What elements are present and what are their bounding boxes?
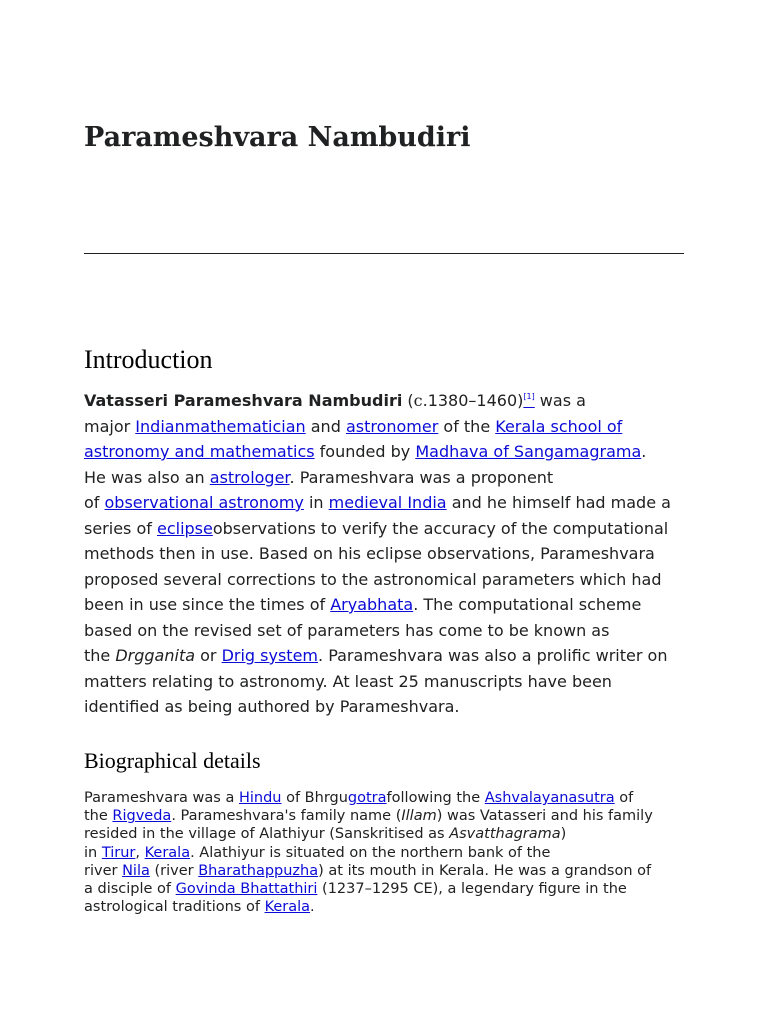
text-run: resided in the village of Alathiyur (Sanskritised as (84, 826, 450, 843)
paragraph-line (84, 807, 684, 825)
text-run: the (84, 646, 116, 665)
italic-term: Asvatthagrama (449, 826, 561, 843)
text-run: observations to verify the accuracy of the computational (212, 518, 669, 538)
paragraph-line (84, 490, 684, 516)
text-run: was a (534, 391, 586, 410)
text-run: ) was Vatasseri and his family (436, 808, 653, 825)
link-indianmathematician[interactable]: Indianmathematician (135, 416, 306, 436)
link-medieval-india[interactable]: medieval India (328, 493, 447, 512)
text-run: . Parameshvara's family name ( (171, 808, 402, 825)
text-run: river (84, 862, 123, 879)
text-run: of Bhrgu (281, 790, 348, 806)
link-bharathappuzha[interactable]: Bharathappuzha (198, 862, 319, 879)
link-kerala[interactable]: Kerala (264, 899, 311, 916)
text-run: founded by (314, 442, 416, 461)
link-tirur[interactable]: Tirur (101, 844, 136, 861)
paragraph-line (84, 880, 684, 898)
text-run: . (310, 899, 315, 916)
link-ashvalayanasutra[interactable]: Ashvalayanasutra (484, 790, 615, 806)
citation-link[interactable] (523, 391, 534, 410)
text-run: of (84, 493, 105, 512)
text-run: methods then in use. Based on his eclipse observations, Parameshvara (84, 544, 655, 563)
link-eclipse[interactable]: eclipse (156, 518, 213, 538)
paragraph-line (84, 694, 684, 720)
circa-abbrev: c. (413, 391, 428, 410)
paragraph-line (84, 862, 684, 880)
paragraph-line (84, 618, 684, 644)
text-run: 1380–1460) (427, 391, 524, 410)
paragraph-line (84, 465, 684, 491)
link-kerala-school-of[interactable]: Kerala school of (495, 416, 623, 436)
paragraph-line (84, 669, 684, 695)
link-nila[interactable]: Nila (122, 862, 150, 879)
text-run: (river (149, 862, 199, 879)
link-gotra[interactable]: gotra (347, 790, 387, 806)
paragraph-line (84, 516, 684, 542)
paragraph-line (84, 388, 684, 414)
text-run: a disciple of (84, 881, 176, 898)
link-astronomer[interactable]: astronomer (345, 416, 439, 436)
text-run: the (84, 808, 113, 825)
text-run: matters relating to astronomy. At least 25 manuscripts have been (84, 671, 612, 691)
italic-term: Drgganita (115, 646, 196, 665)
paragraph-line (84, 541, 684, 567)
text-run: . Alathiyur is situated on the northern bank of the (190, 844, 551, 861)
text-run: ( (402, 391, 414, 410)
link-astronomy-and-mathematics[interactable]: astronomy and mathematics (84, 442, 315, 461)
title-divider (84, 253, 684, 254)
introduction-paragraph (84, 388, 684, 720)
text-run: ) (560, 826, 567, 843)
link-drig-system[interactable]: Drig system (221, 646, 319, 665)
paragraph-line (84, 567, 684, 593)
text-run: . (641, 442, 647, 461)
text-run: (1237–1295 CE), a legendary figure in the (317, 881, 627, 898)
text-run: in (84, 844, 102, 861)
text-run: identified as being authored by Parameshvara. (84, 697, 460, 716)
text-run: Parameshvara was a (84, 790, 239, 806)
citation-marker: [1] (523, 392, 535, 401)
text-run: . The computational scheme (413, 595, 642, 614)
link-hindu[interactable]: Hindu (238, 790, 282, 806)
text-run: been in use since the times of (84, 595, 331, 614)
link-observational-astronomy[interactable]: observational astronomy (104, 493, 304, 512)
text-run: ) at its mouth in Kerala. He was a grandson of (318, 862, 652, 879)
text-run: . Parameshvara was a proponent (289, 467, 554, 487)
paragraph-line (84, 592, 684, 618)
paragraph-line (84, 789, 684, 807)
text-run: He was also an (84, 467, 210, 487)
paragraph-line (84, 898, 684, 916)
paragraph-line (84, 844, 684, 862)
text-run: in (303, 493, 329, 512)
bold-subject-name: Vatasseri Parameshvara Nambudiri (84, 391, 403, 410)
link-rigveda[interactable]: Rigveda (112, 808, 172, 825)
section-heading-introduction: Introduction (84, 345, 213, 374)
link-madhava-of-sangamagrama[interactable]: Madhava of Sangamagrama (415, 442, 642, 461)
text-run: , (135, 844, 145, 861)
paragraph-line (84, 825, 684, 843)
link-aryabhata[interactable]: Aryabhata (330, 595, 414, 614)
text-run: of the (438, 416, 496, 436)
paragraph-line (84, 439, 684, 465)
text-run: series of (84, 518, 157, 538)
text-run: . Parameshvara was also a prolific writer on (318, 646, 668, 665)
page-title: Parameshvara Nambudiri (84, 122, 471, 153)
text-run: major (84, 416, 136, 436)
text-run: and he himself had made a (446, 493, 671, 512)
link-astrologer[interactable]: astrologer (209, 467, 290, 487)
text-run: astrological traditions of (84, 899, 265, 916)
biographical-paragraph (84, 789, 684, 916)
text-run: and (305, 416, 346, 436)
paragraph-line (84, 643, 684, 669)
text-run: proposed several corrections to the astronomical parameters which had (84, 569, 662, 589)
link-govinda-bhattathiri[interactable]: Govinda Bhattathiri (175, 881, 318, 898)
text-run: or (195, 646, 222, 665)
section-heading-biographical-details: Biographical details (84, 748, 261, 773)
text-run: of (614, 790, 634, 806)
paragraph-line (84, 414, 684, 440)
link-kerala[interactable]: Kerala (144, 844, 191, 861)
text-run: based on the revised set of parameters has come to be known as (84, 620, 610, 640)
italic-term: Illam (401, 808, 437, 825)
text-run: following the (386, 790, 485, 806)
